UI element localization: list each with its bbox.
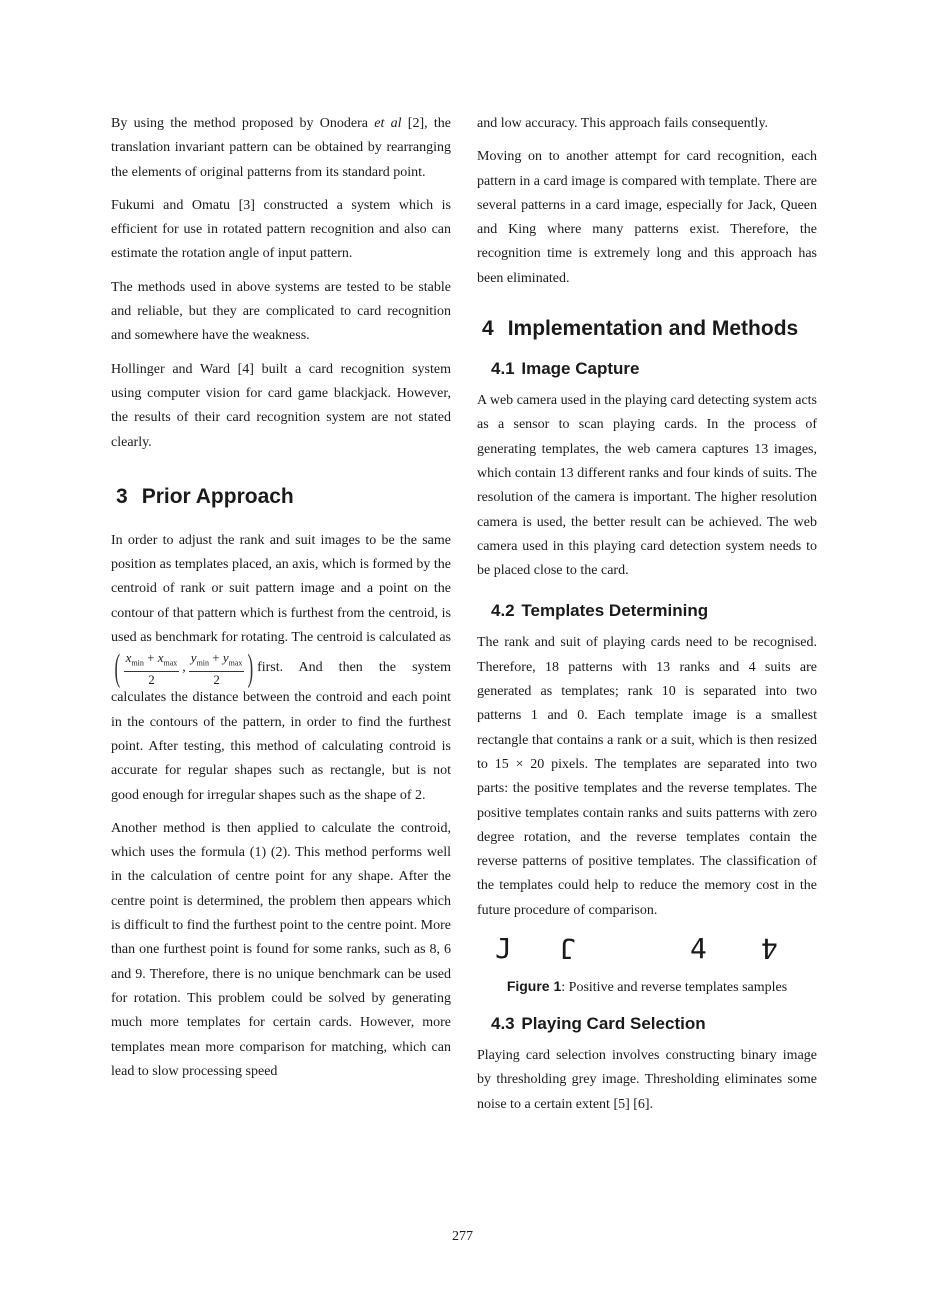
right-paren: ): [247, 647, 254, 690]
italic-text: et al: [374, 116, 402, 131]
left-column: [111, 112, 451, 1093]
paragraph-another-method: Another method is then applied to calculate the controid, which uses the formula (1) (2). This method performs well in the calculation of centre point for any shape. After the centre point is determined, the problem then appears which is difficult to find the furthest point to the centre point. More than one furthest point is found for some ranks, such as 8, 6 and 9. Therefore, there is no unique benchmark can be used for rotation. This problem could be solved by generating much more templates for certain cards. However, more templates mean more comparison for matching, which can lead to slow processing speed: [111, 820, 451, 1079]
figure-1-templates: [477, 932, 817, 968]
subsection-heading-4-2: [477, 601, 817, 621]
paragraph-onodera: [111, 112, 451, 185]
section-heading-4: [477, 317, 817, 341]
centroid-formula: [111, 646, 257, 690]
caption-text: Positive and reverse templates samples: [568, 980, 788, 996]
fraction-x: $\frac{x_{min} + x_{max}}{2}$: [125, 650, 178, 687]
section-number: 3: [116, 484, 128, 508]
paragraph-image-capture: A web camera used in the playing card detecting system acts as a sensor to scan playing cards. In the process of generating templates, the web camera captures 13 images, which contain 13 different ranks and four kinds of suits. The resolution of the camera is important. The higher resolution camera is used, the better result can be achieved. The web camera used in this playing card detection system needs to be placed close to the card.: [477, 393, 817, 579]
paragraph-hollinger: Hollinger and Ward [4] built a card recognition system using computer vision for card game blackjack. However, the results of their card recognition system are not stated clearly.: [111, 361, 451, 450]
figure-label: Figure 1: [506, 978, 562, 995]
paragraph-card-selection: Playing card selection involves constructing binary image by thresholding grey image. Thresholding eliminates some noise to a certain extent [5] [6].: [477, 1048, 817, 1112]
subsection-heading-4-3: [477, 1014, 817, 1034]
text: In order to adjust the rank and suit images to be the same position as templates placed, an axis, which is formed by the centroid of rank or suit pattern image and a point on the contour of that pattern which is furthest from the centroid, is used as benchmark for rotating. The centroid is calculated as: [111, 532, 451, 646]
paragraph-low-accuracy: and low accuracy. This approach fails consequently.: [477, 116, 769, 131]
section-title: Prior Approach: [141, 484, 294, 508]
subsection-number: 4.2: [491, 601, 515, 621]
template-4-reverse: 4: [761, 932, 778, 966]
subsection-number: 4.3: [491, 1014, 515, 1034]
text: first. And then the system calculates the distance between the controid and each point in the contours of the pattern, in order to find the furthest point. After testing, this method of calculating controid is accurate for regular shapes such as rectangle, but is not good enough for irregular shapes such as the shape of 2.: [111, 660, 451, 803]
text: By using the method proposed by Onodera: [111, 116, 375, 131]
paragraph-templates: The rank and suit of playing cards need to be recognised. Therefore, 18 patterns with 13 ranks and 4 suits are generated as templates; rank 10 is separated into two patterns 1 and 0. Each template image is a smallest rectangle that contains a rank or a suit, which is then resized to 15 × 20 pixels. The templates are separated into two parts: the positive templates and the reverse templates. The positive templates contain ranks and suits patterns with zero degree rotation, and the reverse templates contain the reverse patterns of positive templates. The classification of the templates could help to reduce the memory cost in the future procedure of comparison.: [477, 635, 817, 918]
subsection-heading-4-1: [477, 359, 817, 379]
subsection-title: Image Capture: [521, 359, 640, 379]
section-heading-3: [111, 485, 451, 509]
section-title: Implementation and Methods: [507, 317, 799, 341]
text: [2], the translation invariant pattern can be obtained by rearranging the elements of original patterns from its standard point.: [111, 116, 451, 180]
paragraph-moving-on: Moving on to another attempt for card recognition, each pattern in a card image is compared with template. There are several patterns in a card image, especially for Jack, Queen and King where many patterns exist. Therefore, the recognition time is extremely long and this approach has been eliminated.: [477, 149, 817, 286]
template-4-positive: 4: [690, 932, 707, 966]
subsection-title: Playing Card Selection: [521, 1014, 706, 1034]
paragraph-methods: The methods used in above systems are tested to be stable and reliable, but they are complicated to card recognition and somewhere have the weakness.: [111, 279, 451, 344]
paragraph-centroid: [111, 529, 451, 808]
caption-separator: :: [561, 980, 569, 996]
template-j-positive: J: [495, 932, 512, 966]
paragraph-fukumi: Fukumi and Omatu [3] constructed a system which is efficient for use in rotated pattern recognition and also can estimate the rotation angle of input pattern.: [111, 197, 451, 262]
template-j-reverse: J: [559, 932, 576, 966]
section-number: 4: [482, 317, 494, 341]
subsection-number: 4.1: [491, 359, 515, 379]
left-paren: (: [114, 647, 121, 690]
comma: ,: [182, 660, 186, 676]
right-column: [477, 112, 817, 1126]
subsection-title: Templates Determining: [521, 601, 709, 621]
fraction-y: $\frac{y_{min} + y_{max}}{2}$: [190, 650, 243, 687]
page-number: 277: [452, 1229, 473, 1244]
figure-1-caption: [477, 978, 817, 996]
